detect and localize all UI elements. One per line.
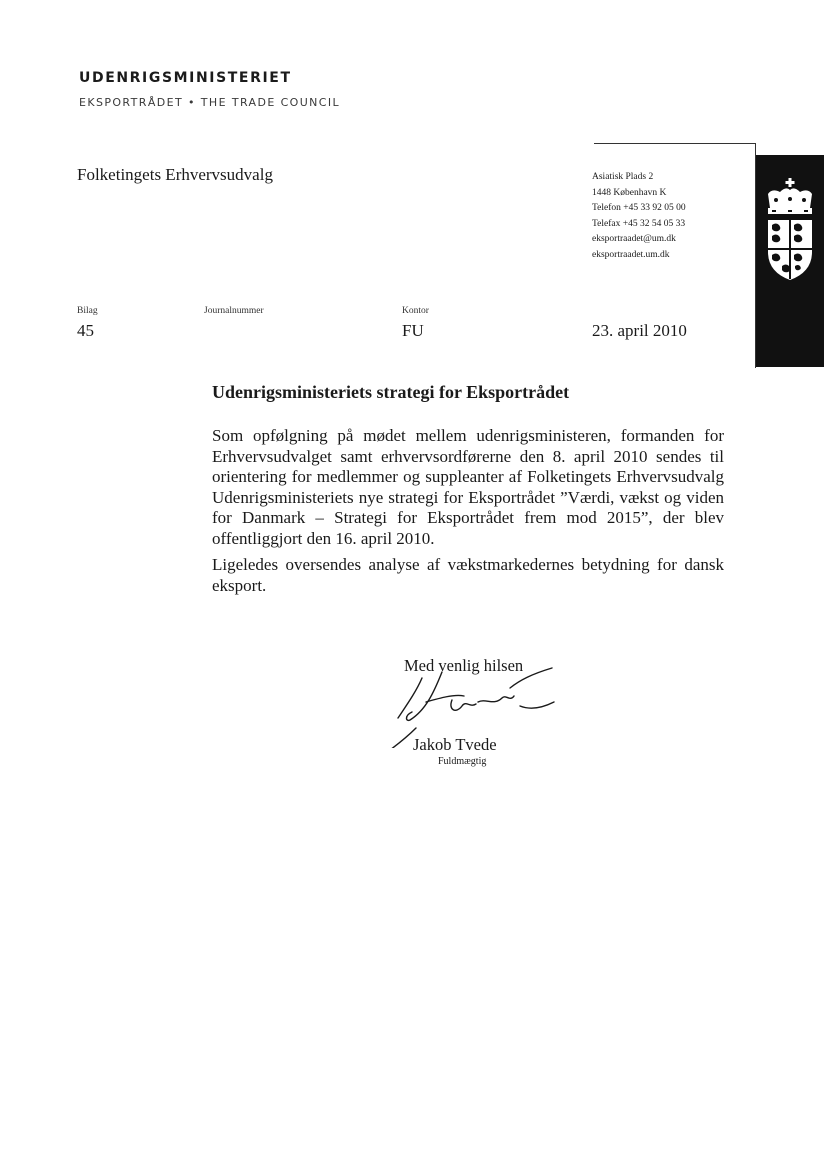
closing-greeting: Med venlig hilsen bbox=[404, 656, 524, 675]
address-block bbox=[592, 170, 686, 264]
letter-title: Udenrigsministeriets strategi for Eksportrådet bbox=[212, 382, 570, 402]
bilag-value: 45 bbox=[77, 321, 94, 340]
ministry-subtitle: EKSPORTRÅDET • THE TRADE COUNCIL bbox=[79, 96, 341, 109]
address-phone: Telefon +45 33 92 05 00 bbox=[592, 203, 686, 214]
signer-title: Fuldmægtig bbox=[438, 756, 487, 767]
address-frame-top bbox=[594, 143, 756, 144]
royal-coat-of-arms-icon bbox=[762, 178, 818, 282]
letter-date: 23. april 2010 bbox=[592, 321, 687, 340]
kontor-label: Kontor bbox=[402, 306, 429, 316]
address-website: eksportraadet.um.dk bbox=[592, 249, 670, 260]
ministry-name: UDENRIGSMINISTERIET bbox=[79, 70, 292, 86]
address-city: 1448 København K bbox=[592, 187, 667, 198]
kontor-value: FU bbox=[402, 321, 424, 340]
address-fax: Telefax +45 32 54 05 33 bbox=[592, 218, 686, 229]
signer-name: Jakob Tvede bbox=[413, 735, 497, 754]
recipient: Folketingets Erhvervsudvalg bbox=[77, 165, 273, 184]
address-email: eksportraadet@um.dk bbox=[592, 234, 676, 245]
body-paragraph-1: Som opfølgning på mødet mellem udenrigsministeren, formanden for Erhvervsudvalget samt erhvervsordførerne den 8. april 2010 sendes til orientering for medlemmer og suppleanter af Folketingets Erhvervsudvalg Udenrigsministeriets nye strategi for Eksportrådet ”Værdi, vækst og viden for Danmark – Strategi for Eksportrådet frem mod 2015”, der blev offentliggjort den 16. april 2010. bbox=[212, 426, 724, 548]
body-paragraph-2: Ligeledes oversendes analyse af vækstmarkedernes betydning for dansk eksport. bbox=[212, 555, 724, 595]
address-street: Asiatisk Plads 2 bbox=[592, 172, 654, 182]
crest-banner bbox=[756, 155, 824, 367]
bilag-label: Bilag bbox=[77, 306, 98, 316]
journal-label: Journalnummer bbox=[204, 306, 264, 316]
